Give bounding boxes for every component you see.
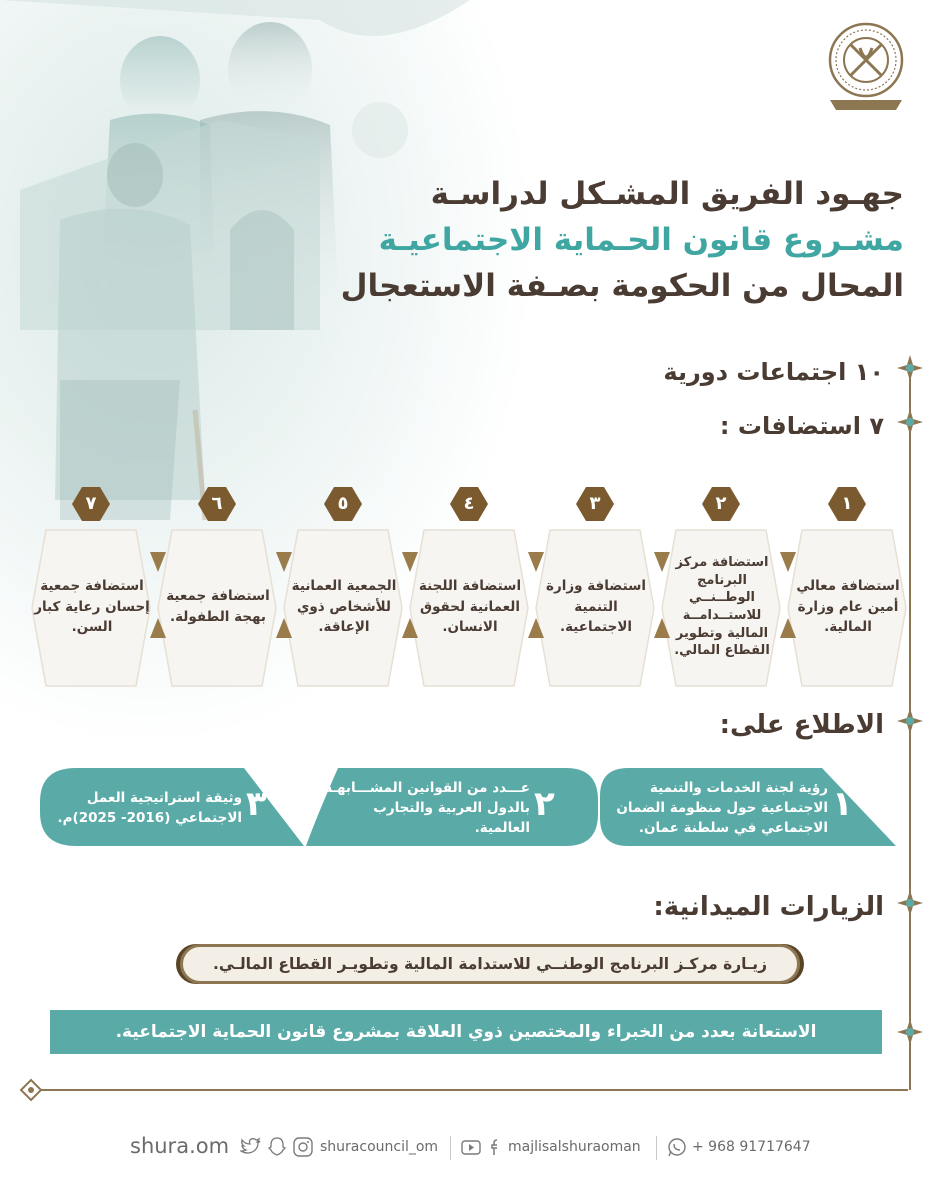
star-marker-icon (897, 890, 923, 916)
footer (0, 1124, 944, 1172)
number-badge (324, 487, 362, 521)
review-number: ٢ (534, 784, 555, 824)
number-badge-label: ٦ (211, 493, 223, 514)
review-number: ٣ (246, 784, 267, 824)
whatsapp-icon[interactable] (666, 1136, 688, 1158)
number-badge (828, 487, 866, 521)
review-text: عـــدد من القوانين المشـــابهـة بالدول العربية والتجارب العالمية. (324, 779, 530, 837)
shura-council-emblem (816, 18, 916, 114)
footer-phone[interactable]: + 968 91717647 (692, 1139, 811, 1155)
hosting-text: الجمعية العمانية للأشخاص ذوي الإعاقة. (291, 577, 397, 636)
number-badge (450, 487, 488, 521)
title-line-1: جهـود الفريق المشـكل لدراسـة (430, 176, 904, 212)
snapchat-icon[interactable] (266, 1136, 288, 1158)
meetings-heading: ١٠ اجتماعات دورية (663, 358, 884, 386)
star-marker-icon (897, 355, 923, 381)
instagram-icon[interactable] (292, 1136, 314, 1158)
star-marker-icon (897, 1019, 923, 1045)
number-badge (72, 487, 110, 521)
number-badge-label: ٤ (463, 493, 475, 514)
title-line-3: المحال من الحكومة بصـفة الاستعجال (340, 268, 904, 304)
number-badge-label: ٧ (85, 493, 97, 514)
review-heading: الاطلاع على: (719, 710, 884, 740)
visit-banner: زيـارة مركـز البرنامج الوطنــي للاستدامة المالية وتطويـر القطاع المالـي. (180, 944, 800, 984)
card-connectors (0, 540, 944, 650)
footer-separator (450, 1136, 451, 1160)
facebook-icon[interactable] (484, 1136, 506, 1158)
footer-separator (656, 1136, 657, 1160)
hostings-heading: ٧ استضافات : (719, 412, 884, 440)
hosting-text: استضافة مركز البرنامج الوطــنــي للاستــدامــة المالية وتطوير القطاع المالي. (674, 555, 770, 659)
visits-heading: الزيارات الميدانية: (653, 892, 884, 922)
number-badge-label: ٥ (337, 493, 349, 514)
footer-handle-1[interactable]: shuracouncil_om (320, 1139, 439, 1155)
twitter-icon[interactable] (240, 1136, 262, 1158)
number-badge-label: ٢ (715, 493, 727, 514)
bottom-divider (40, 1089, 908, 1091)
review-card (40, 768, 304, 846)
review-text: وثيقة استراتيجية العمل الاجتماعي (2016- 2025)م. (57, 789, 242, 826)
review-card (306, 768, 598, 846)
hosting-text: استضافة اللجنة العمانية لحقوق الانسان. (418, 577, 522, 636)
star-marker-icon (897, 708, 923, 734)
review-card (600, 768, 896, 846)
number-badge (198, 487, 236, 521)
number-badge-label: ٣ (589, 493, 601, 514)
youtube-icon[interactable] (460, 1136, 482, 1158)
review-number: ١ (832, 784, 853, 824)
star-marker-icon (897, 409, 923, 435)
footer-handle-2[interactable]: majlisalshuraoman (508, 1139, 641, 1155)
hosting-text: استضافة جمعية بهجة الطفولة. (166, 588, 270, 625)
review-text: رؤية لجنة الخدمات والتنمية الاجتماعية حول منظومة الضمان الاجتماعي في سلطنة عمان. (616, 779, 828, 837)
number-badge (576, 487, 614, 521)
hosting-text: استضافة معالي أمين عام وزارة المالية. (796, 577, 900, 636)
experts-banner: الاستعانة بعدد من الخبراء والمختصين ذوي العلاقة بمشروع قانون الحماية الاجتماعية. (50, 1010, 882, 1054)
hosting-text: استضافة جمعية إحسان رعاية كبار السن. (34, 577, 150, 636)
title-line-2: مشـروع قانون الحـماية الاجتماعيـة (378, 222, 904, 258)
number-badge (702, 487, 740, 521)
hosting-text: استضافة وزارة التنمية الاجتماعية. (545, 577, 647, 636)
number-badge-label: ١ (841, 493, 853, 514)
footer-website[interactable]: shura.om (130, 1134, 230, 1158)
